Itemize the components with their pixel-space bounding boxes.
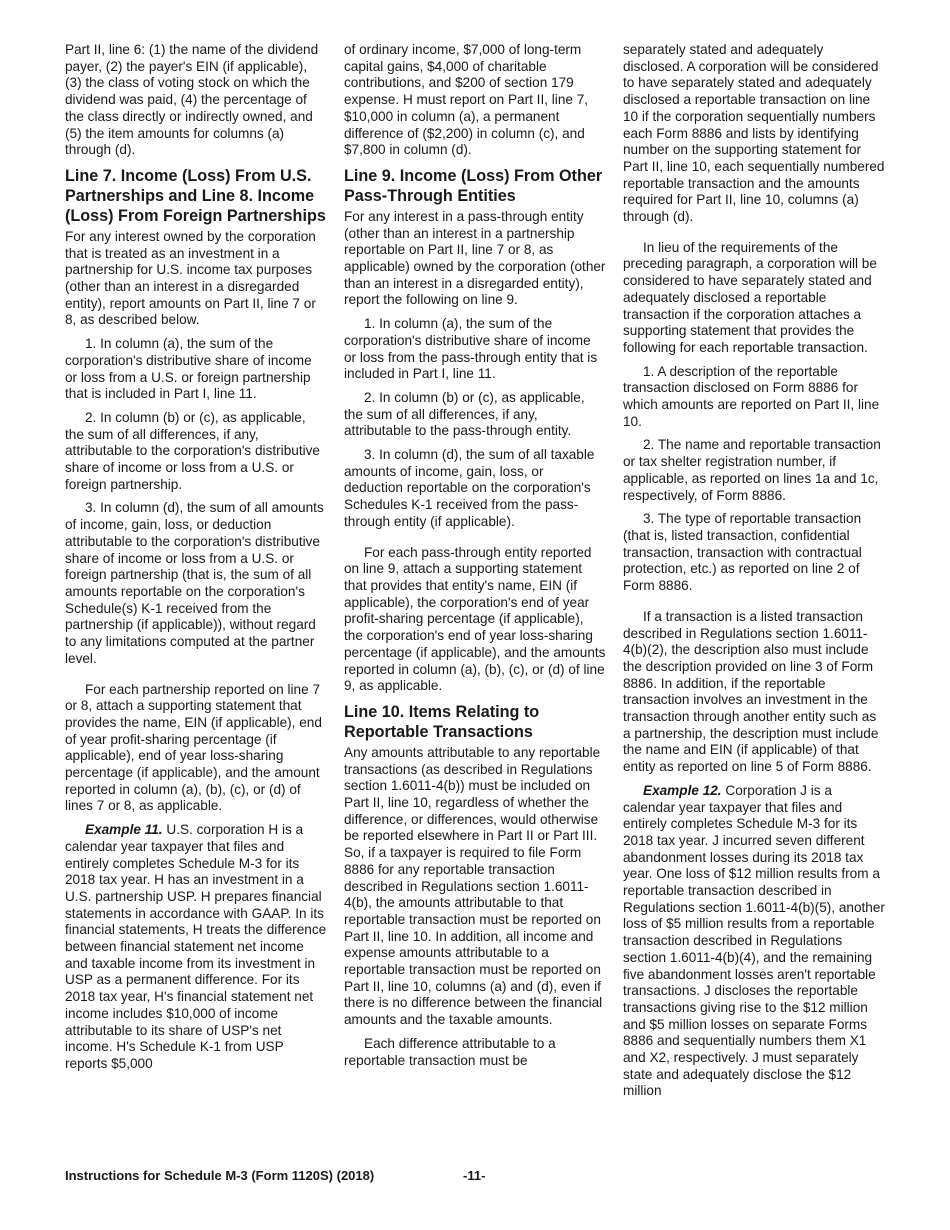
example-11	[65, 822, 327, 1073]
example-12	[623, 783, 885, 1100]
paragraph: Each difference attributable to a reportable transaction must be	[344, 1035, 556, 1068]
paragraph: separately stated and adequately disclosed. A corporation will be considered to have separately stated and adequately disclosed a reportable transaction on line 10 if the corporation sequentially numbers each Form 8886 and lists by identifying number on the supporting statement for Part II, line 10, each sequentially numbered reportable transaction and the amounts required for Part II, line 10, columns (a) through (d).	[623, 42, 885, 225]
page-number: -11-	[463, 1168, 486, 1183]
paragraph: Part II, line 6: (1) the name of the dividend payer, (2) the payer's EIN (if applicable), (3) the class of voting stock on which the dividend was paid, (4) the percentage of the class directly or indirectly owned, and (5) the item amounts for columns (a) through (d).	[65, 42, 319, 158]
footer-title: Instructions for Schedule M-3 (Form 1120S) (2018)	[65, 1168, 375, 1183]
paragraph: For any interest in a pass-through entity (other than an interest in a partnership reportable on Part II, line 7 or 8, as applicable) owned by the corporation (other than an interest in a disregarded entity), report the following on line 9.	[344, 208, 606, 308]
section-heading-line-10: Line 10. Items Relating to Reportable Transactions	[344, 702, 540, 741]
column-1	[65, 42, 327, 1080]
list-item: 1. A description of the reportable transaction disclosed on Form 8886 for which amounts are reported on Part II, line 10.	[623, 363, 880, 429]
paragraph: If a transaction is a listed transaction described in Regulations section 1.6011-4(b)(2), the description also must include the description provided on line 3 of Form 8886. In addition, if the reportable transaction involves an investment in the transaction through another entity such as a partnership, the description must include the name and EIN (if applicable) of that entity as reported on line 5 of Form 8886.	[623, 608, 879, 775]
example-label: Example 12.	[643, 782, 722, 798]
paragraph: of ordinary income, $7,000 of long-term capital gains, $4,000 of charitable contributions, and $200 of section 179 expense. H must report on Part II, line 7, $10,000 in column (a), a permanent difference of ($2,200) in column (c), and $7,800 in column (d).	[344, 42, 589, 158]
example-text: Corporation J is a calendar year taxpayer that files and entirely completes Schedule M-3 for its 2018 tax year. J incurred seven different abandonment losses during its 2018 tax year. One loss of $12 million results from a reportable transaction described in Regulations section 1.6011-4(b)(5), another loss of $5 million results from a reportable transaction described in Regulations section 1.6011-4(b)(4), and the remaining five abandonment losses aren't reportable transactions. J discloses the reportable transactions giving rise to the $12 million and $5 million losses on separate Forms 8886 and sequentially numbers them X1 and X2, respectively. J must separately state and adequately disclose the $12 million	[623, 782, 885, 1099]
paragraph: For any interest owned by the corporation that is treated as an investment in a partnership for U.S. income tax purposes (other than an interest in a disregarded entity), report amounts on Part II, line 7 or 8, as described below.	[65, 228, 316, 328]
list-item: 1. In column (a), the sum of the corporation's distributive share of income or loss from a U.S. or foreign partnership that is included in Part I, line 11.	[65, 336, 312, 402]
list-item: 3. In column (d), the sum of all amounts of income, gain, loss, or deduction attributable to the corporation's distributive share of income or loss from a U.S. or foreign partnership (that is, the sum of all amounts reportable on the corporation's Schedule(s) K-1 received from the partnership (if applicable)), without regard to any limitations computed at the partner level.	[65, 500, 324, 666]
example-text: U.S. corporation H is a calendar year taxpayer that files and entirely completes Schedule M-3 for its 2018 tax year. H has an investment in a U.S. partnership USP. H prepares financial statements in accordance with GAAP. In its financial statements, H treats the difference between financial statement net income and taxable income from its investment in USP as a permanent difference. For its 2018 tax year, H's financial statement net income includes $10,000 of income attributable to its share of USP's net income. H's Schedule K-1 from USP reports $5,000	[65, 822, 327, 1071]
list-item: 2. In column (b) or (c), as applicable, the sum of all differences, if any, attributable to the corporation's distributive share of income or loss from a U.S. or foreign partnership.	[65, 409, 320, 492]
column-2	[344, 42, 606, 1076]
paragraph: In lieu of the requirements of the preceding paragraph, a corporation will be considered to have separately stated and adequately disclosed a reportable transaction if the corporation attaches a supporting statement that provides the following for each reportable transaction.	[623, 239, 877, 355]
list-item: 3. In column (d), the sum of all taxable amounts of income, gain, loss, or deduction reportable on the corporation's Schedules K-1 received from the pass-through entity (if applicable).	[344, 447, 595, 529]
list-item: 2. In column (b) or (c), as applicable, the sum of all differences, if any, attributable to the pass-through entity.	[344, 389, 585, 439]
paragraph: For each pass-through entity reported on line 9, attach a supporting statement that provides that entity's name, EIN (if applicable), the corporation's end of year profit-sharing percentage (if applicable), the corporation's end of year loss-sharing percentage (if applicable), and the amounts reported in column (a), (b), (c), or (d) of line 9, as applicable.	[344, 544, 606, 694]
paragraph: Any amounts attributable to any reportable transactions (as described in Regulations section 1.6011-4(b)) must be included on Part II, line 10, regardless of whether the difference, or differences, would otherwise be reported elsewhere in Part II or Part III. So, if a taxpayer is required to file Form 8886 for any reportable transaction described in Regulations section 1.6011-4(b), the amounts attributable to that reportable transaction must be reported on Part II, line 10. In addition, all income and expense amounts attributable to a reportable transaction must be reported on Part II, line 10, columns (a) and (d), even if there is no difference between the financial amounts and the taxable amounts.	[344, 744, 603, 1028]
column-3	[623, 42, 885, 1107]
list-item: 3. The type of reportable transaction (that is, listed transaction, confidential transaction, transaction with contractual protection, etc.) as reported on line 2 of Form 8886.	[623, 511, 862, 594]
paragraph: For each partnership reported on line 7 or 8, attach a supporting statement that provides the name, EIN (if applicable), end of year profit-sharing percentage (if applicable), end of year loss-sharing percentage (if applicable), and the amount reported in column (a), (b), (c), or (d) of lines 7 or 8, as applicable.	[65, 681, 322, 814]
section-heading-line-9: Line 9. Income (Loss) From Other Pass-Through Entities	[344, 166, 603, 205]
example-label: Example 11.	[85, 822, 163, 838]
list-item: 1. In column (a), the sum of the corporation's distributive share of income or loss from the pass-through entity that is included in Part I, line 11.	[344, 316, 598, 382]
section-heading-line-7-8: Line 7. Income (Loss) From U.S. Partnerships and Line 8. Income (Loss) From Foreign Partnerships	[65, 166, 326, 225]
list-item: 2. The name and reportable transaction or tax shelter registration number, if applicable, as reported on lines 1a and 1c, respectively, of Form 8886.	[623, 437, 881, 503]
